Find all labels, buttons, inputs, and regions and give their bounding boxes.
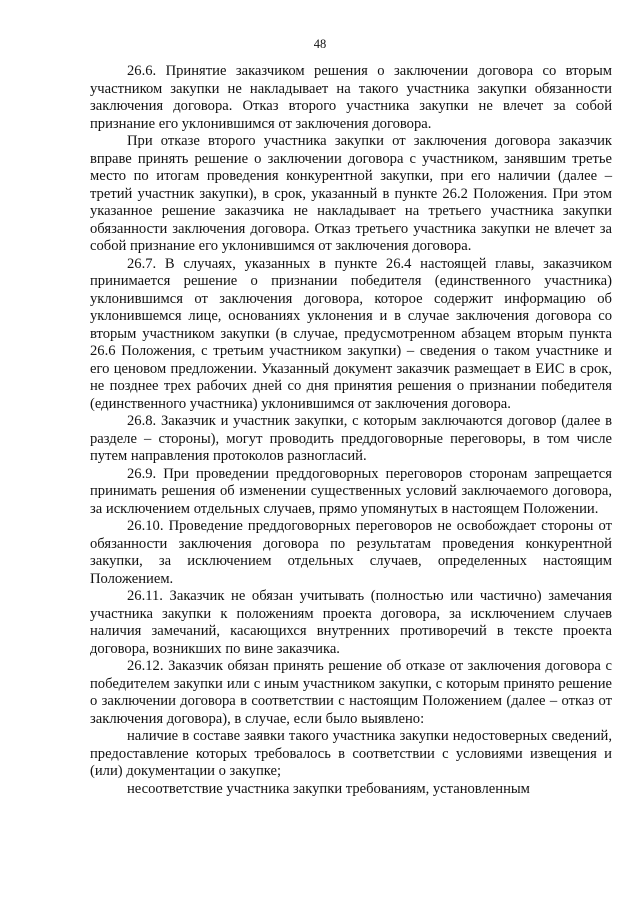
paragraph-second-participant-refusal: При отказе второго участника закупки от заключения договора заказчик вправе принять решение о заключении договора с участником, занявшим третье место по итогам проведения конкурентной закупки, при его наличии (далее – третий участник закупки), в срок, указанный в пункте 26.2 Положения. При этом указанное решение заказчика не накладывает на третьего участника закупки обязанности заключения договора. Отказ третьего участника закупки не влечет за собой признание его уклонившимся от заключения договора. [90,133,612,254]
paragraph-26-10: 26.10. Проведение преддоговорных переговоров не освобождает стороны от обязанности заключения договора по результатам проведения конкурентной закупки, за исключением отдельных случаев, определенных настоящим Положением. [90,518,612,587]
paragraph-26-8: 26.8. Заказчик и участник закупки, с которым заключаются договор (далее в разделе – стороны), могут проводить преддоговорные переговоры, в том числе путем направления протоколов разногласий. [90,413,612,464]
paragraph-26-9: 26.9. При проведении преддоговорных переговоров сторонам запрещается принимать решения об изменении существенных условий заключаемого договора, за исключением отдельных случаев, прямо упомянутых в настоящем Положении. [90,465,612,517]
paragraph-26-6: 26.6. Принятие заказчиком решения о заключении договора со вторым участником закупки не накладывает на такого участника закупки обязанности заключения договора. Отказ второго участника закупки не влечет за собой признание его уклонившимся от заключения договора. [90,63,612,132]
paragraph-false-information: наличие в составе заявки такого участника закупки недостоверных сведений, предоставление которых требовалось в соответствии с условиями извещения и (или) документации о закупке; [90,728,612,779]
paragraph-26-11: 26.11. Заказчик не обязан учитывать (полностью или частично) замечания участника закупки к положениям проекта договора, за исключением случаев наличия замечаний, касающихся внутренних противоречий в тексте проекта договора, возникших по вине заказчика. [90,588,612,657]
body-text [90,63,612,798]
paragraph-nonconformity: несоответствие участника закупки требованиям, установленным [127,780,530,797]
paragraph-26-12: 26.12. Заказчик обязан принять решение об отказе от заключения договора с победителем закупки или с иным участником закупки, с которым принято решение о заключении договора в соответствии с настоящим Положением (далее – отказ от заключения договора), в случае, если было выявлено: [90,658,612,727]
page-number: 48 [313,37,327,51]
paragraph-26-7: 26.7. В случаях, указанных в пункте 26.4 настоящей главы, заказчиком принимается решение о признании победителя (единственного участника) уклонившимся от заключения договора, которое содержит информацию об уклонившемся лице, основаниях уклонения и в случае заключения договора со вторым участником закупки (в случае, предусмотренном абзацем вторым пункта 26.6 Положения, с третьим участником закупки) – сведения о таком участнике и его ценовом предложении. Указанный документ заказчик размещает в ЕИС в срок, не позднее трех рабочих дней со дня принятия решения о признании победителя (единственного участника) уклонившимся от заключения договора. [90,255,612,412]
